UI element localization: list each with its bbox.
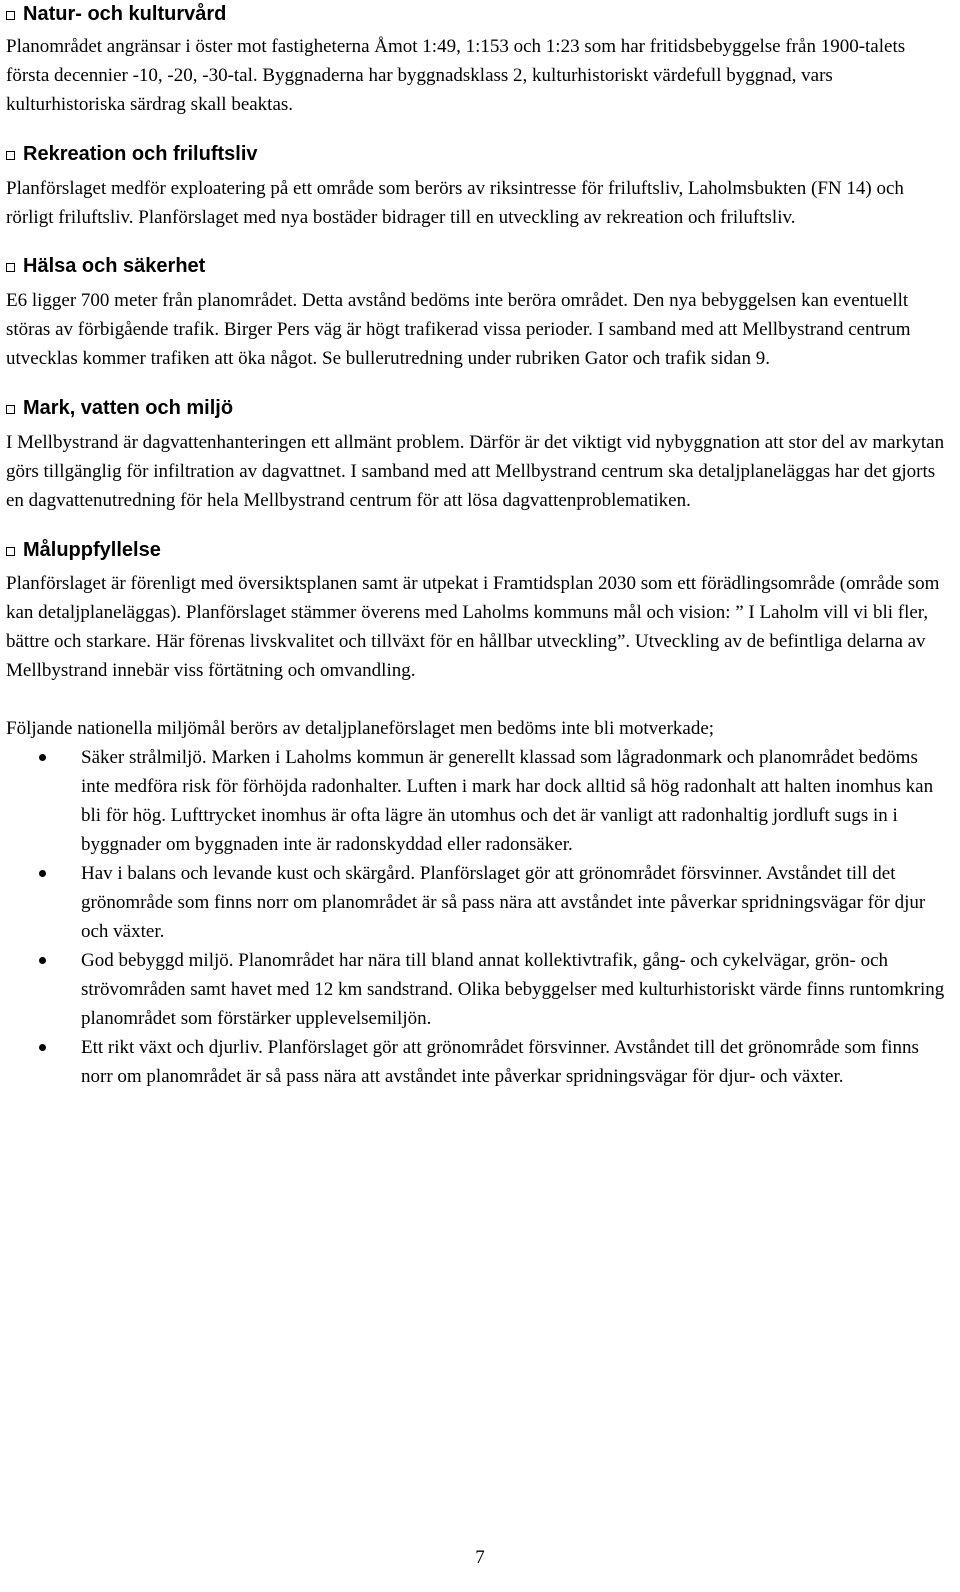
square-bullet-icon (6, 151, 15, 160)
list-item (6, 743, 950, 859)
square-bullet-icon (6, 405, 15, 414)
section-paragraph: E6 ligger 700 meter från planområdet. Detta avstånd bedöms inte beröra området. Den nya bebyggelsen kan eventuellt störas av förbigående trafik. Birger Pers väg är högt trafikerad vissa perioder. I samband med att Mellbystrand centrum utvecklas kommer trafiken att öka något. Se bullerutredning under rubriken Gator och trafik sidan 9. (6, 290, 911, 369)
section-heading-natur (6, 1, 950, 27)
section-heading-text: Rekreation och friluftsliv (23, 143, 258, 165)
section-heading-text: Mark, vatten och miljö (23, 397, 234, 419)
list-item (6, 859, 950, 946)
bullet-dot-icon (39, 754, 46, 761)
section-paragraph: I Mellbystrand är dagvattenhanteringen ett allmänt problem. Därför är det viktigt vid nybyggnation att stor del av markytan görs tillgänglig för infiltration av dagvattnet. I samband med att Mellbystrand centrum ska detaljplaneläggas har det gjorts en dagvattenutredning för hela Mellbystrand centrum för att lösa dagvattenproblematiken. (6, 432, 945, 511)
section-paragraph: Planförslaget är förenligt med översiktsplanen samt är utpekat i Framtidsplan 2030 som ett förädlingsområde (område som kan detaljplaneläggas). Planförslaget stämmer överens med Laholms kommuns mål och vision: ” I Laholm vill vi bli fler, bättre och starkare. Här förenas livskvalitet och tillväxt för en hållbar utveckling”. Utveckling av de befintliga delarna av Mellbystrand innebär viss förtätning och omvandling. (6, 573, 940, 681)
section-heading-rekreation (6, 141, 950, 167)
bullet-dot-icon (39, 1044, 46, 1051)
square-bullet-icon (6, 263, 15, 272)
list-item-text: Ett rikt växt och djurliv. Planförslaget gör att grönområdet försvinner. Avståndet till det grönområde som finns norr om planområdet är så pass nära att avståndet inte påverkar spridningsvägar för djur- och växter. (81, 1037, 919, 1087)
section-paragraph: Planförslaget medför exploatering på ett område som berörs av riksintresse för friluftsliv, Laholmsbukten (FN 14) och rörligt friluftsliv. Planförslaget med nya bostäder bidrager till en utveckling av rekreation och friluftsliv. (6, 178, 904, 228)
section-heading-mark (6, 395, 950, 421)
page-number: 7 (475, 1547, 485, 1568)
list-item-text: God bebyggd miljö. Planområdet har nära till bland annat kollektivtrafik, gång- och cykelvägar, grön- och strövområden samt havet med 12 km sandstrand. Olika bebyggelser med kulturhistoriskt värde finns runtomkring planområdet som förstärker upplevelsemiljön. (81, 950, 945, 1029)
section-heading-halsa (6, 253, 950, 279)
section-heading-text: Hälsa och säkerhet (23, 255, 206, 277)
list-item-text: Hav i balans och levande kust och skärgård. Planförslaget gör att grönområdet försvinner. Avståndet till det grönområde som finns norr om planområdet är så pass nära att avståndet inte påverkar spridningsvägar för djur och växter. (81, 863, 926, 942)
section-heading-text: Måluppfyllelse (23, 539, 161, 561)
goals-list (6, 743, 950, 1091)
bullet-dot-icon (39, 870, 46, 877)
square-bullet-icon (6, 11, 15, 20)
document-page (6, 0, 950, 1091)
goals-intro: Följande nationella miljömål berörs av detaljplaneförslaget men bedöms inte bli motverkade; (6, 718, 715, 739)
section-heading-maluppfyllelse (6, 537, 950, 563)
square-bullet-icon (6, 547, 15, 556)
section-paragraph: Planområdet angränsar i öster mot fastigheterna Åmot 1:49, 1:153 och 1:23 som har fritidsbebyggelse från 1900-talets första decennier -10, -20, -30-tal. Byggnaderna har byggnadsklass 2, kulturhistoriskt värdefull byggnad, vars kulturhistoriska särdrag skall beaktas. (6, 36, 906, 115)
bullet-dot-icon (39, 957, 46, 964)
list-item (6, 946, 950, 1033)
list-item-text: Säker strålmiljö. Marken i Laholms kommun är generellt klassad som lågradonmark och planområdet bedöms inte medföra risk för förhöjda radonhalter. Luften i mark har dock alltid så hög radonhalt att halten inomhus kan bli för hög. Lufttrycket inomhus är ofta lägre än utomhus och det är vanligt att radonhaltig jordluft sugs in i byggnader om byggnaden inte är radonskyddad eller radonsäker. (81, 747, 934, 855)
list-item (6, 1033, 950, 1091)
section-heading-text: Natur- och kulturvård (23, 3, 227, 25)
